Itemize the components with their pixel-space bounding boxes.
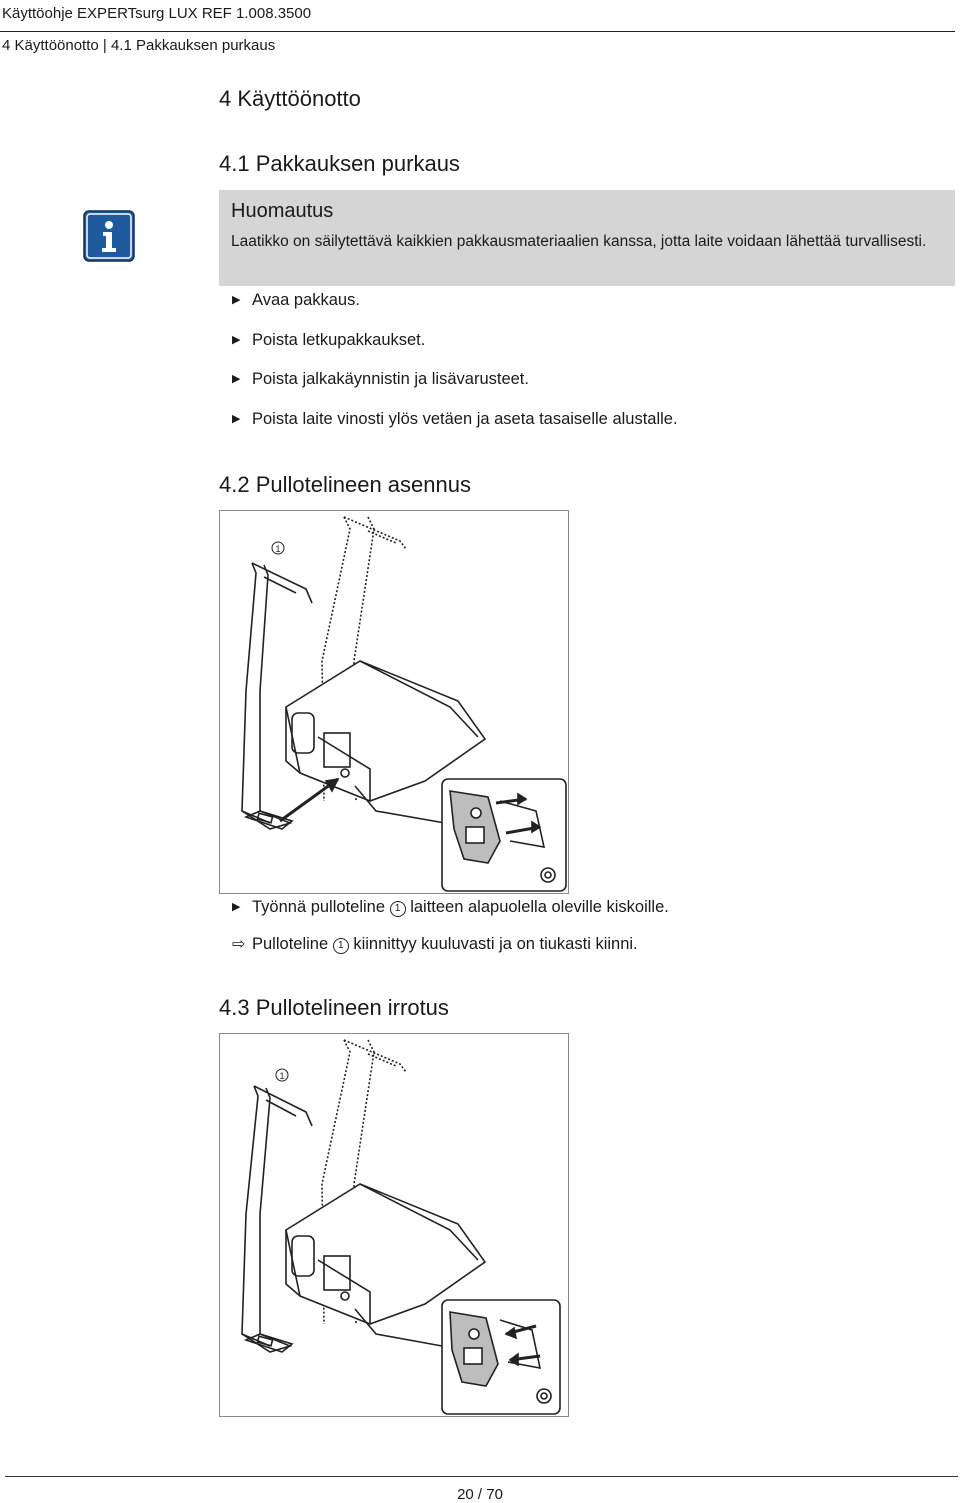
notice-text: Laatikko on säilytettävä kaikkien pakkausmateriaalien kanssa, jotta laite voidaan lähettää turvallisesti. — [231, 233, 927, 250]
step-item — [232, 291, 360, 310]
step-text: Poista letkupakkaukset. — [252, 331, 426, 349]
result-arrow-icon: ⇨ — [232, 936, 246, 953]
step-text: Työnnä pulloteline — [252, 898, 386, 916]
breadcrumb: 4 Käyttöönotto | 4.1 Pakkauksen purkaus — [2, 37, 276, 54]
install-step — [232, 898, 669, 917]
step-text: Avaa pakkaus. — [252, 291, 360, 309]
section-4-2-title: 4.2 Pullotelineen asennus — [219, 472, 471, 497]
step-bullet-icon: ▶ — [232, 413, 241, 425]
info-icon — [83, 210, 135, 262]
notice-box — [219, 190, 955, 286]
step-item — [232, 410, 678, 429]
footer-rule — [5, 1476, 958, 1477]
step-item — [232, 331, 425, 350]
step-text: Poista laite vinosti ylös vetäen ja aseta tasaiselle alustalle. — [252, 410, 678, 428]
bottle-holder-remove-illustration — [219, 1033, 569, 1417]
callout-marker — [276, 1069, 288, 1081]
notice-title: Huomautus — [231, 200, 334, 222]
document-header-title: Käyttöohje EXPERTsurg LUX REF 1.008.3500 — [2, 5, 312, 22]
result-text: kiinnittyy kuuluvasti ja on tiukasti kiinni. — [353, 935, 638, 953]
step-text: laitteen alapuolella oleville kiskoille. — [410, 898, 669, 916]
svg-text:1: 1 — [279, 1071, 285, 1081]
page-number: 20 / 70 — [457, 1486, 503, 1503]
step-text: Poista jalkakäynnistin ja lisävarusteet. — [252, 370, 529, 388]
result-text: Pulloteline — [252, 935, 329, 953]
step-bullet-icon: ▶ — [232, 901, 241, 913]
bottle-holder-install-illustration — [219, 510, 569, 894]
chapter-title: 4 Käyttöönotto — [219, 86, 361, 111]
callout-marker — [272, 542, 284, 554]
result-item — [232, 934, 638, 954]
step-bullet-icon: ▶ — [232, 334, 241, 346]
svg-text:1: 1 — [275, 544, 281, 554]
section-4-3-title: 4.3 Pullotelineen irrotus — [219, 995, 449, 1020]
header-rule — [0, 31, 955, 32]
step-bullet-icon: ▶ — [232, 294, 241, 306]
callout-ref: 1 — [390, 901, 406, 917]
section-4-1-title: 4.1 Pakkauksen purkaus — [219, 151, 460, 176]
callout-ref: 1 — [333, 938, 349, 954]
step-bullet-icon: ▶ — [232, 373, 241, 385]
step-item — [232, 370, 529, 389]
